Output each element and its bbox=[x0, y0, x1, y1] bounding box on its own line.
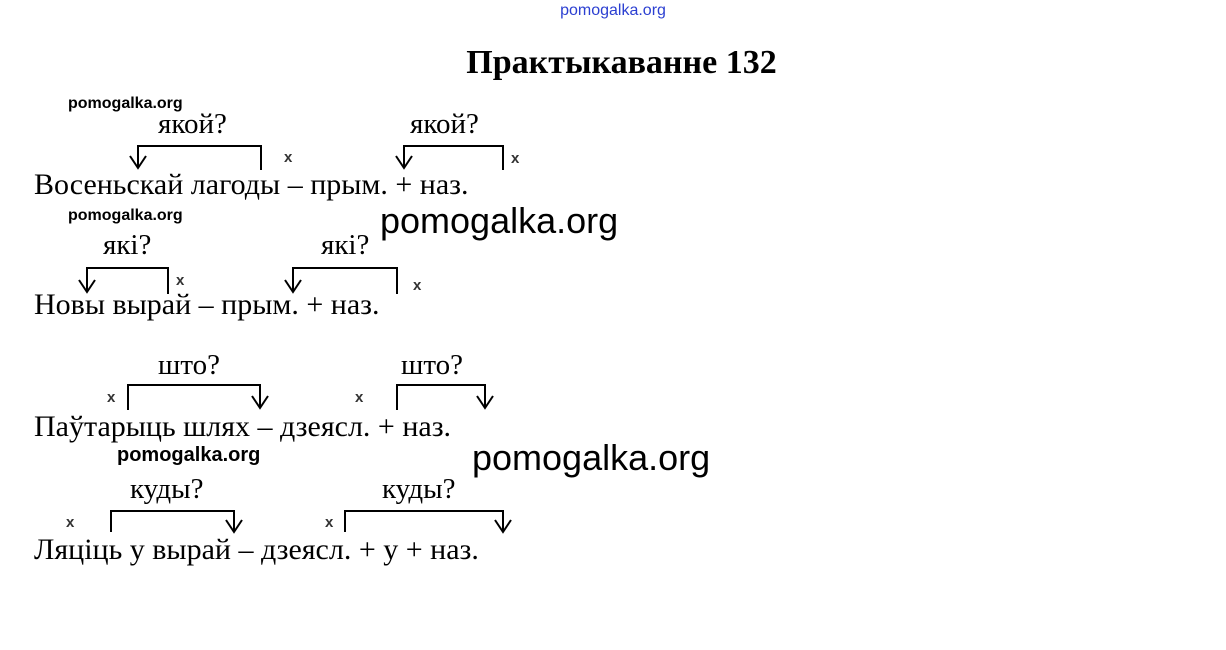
main-word-mark: x bbox=[325, 514, 334, 531]
question-label: якой? bbox=[158, 108, 227, 140]
phrase-sentence: Паўтарыць шлях – дзеясл. + наз. bbox=[34, 410, 452, 443]
main-word-mark: x bbox=[176, 272, 185, 289]
question-label: якой? bbox=[410, 108, 479, 140]
dependency-bracket-2 bbox=[396, 146, 503, 170]
main-word-mark: x bbox=[413, 277, 422, 294]
main-word-mark: x bbox=[107, 389, 116, 406]
question-label: куды? bbox=[382, 473, 456, 505]
main-word-mark: x bbox=[284, 149, 293, 166]
site-link[interactable]: pomogalka.org bbox=[560, 2, 666, 19]
dependency-bracket-7 bbox=[111, 511, 242, 532]
main-word-mark: x bbox=[355, 389, 364, 406]
watermark: pomogalka.org bbox=[68, 207, 183, 224]
question-label: які? bbox=[321, 229, 370, 261]
dependency-bracket-6 bbox=[397, 385, 493, 410]
dependency-bracket-5 bbox=[128, 385, 268, 410]
question-label: што? bbox=[158, 349, 220, 381]
watermark: pomogalka.org bbox=[380, 200, 619, 241]
question-label: што? bbox=[401, 349, 463, 381]
watermark: pomogalka.org bbox=[472, 437, 711, 478]
dependency-bracket-1 bbox=[130, 146, 261, 170]
phrase-sentence: Ляціць у вырай – дзеясл. + у + наз. bbox=[34, 533, 479, 566]
question-label: куды? bbox=[130, 473, 204, 505]
phrase-sentence: Восеньскай лагоды – прым. + наз. bbox=[34, 168, 469, 201]
watermark: pomogalka.org bbox=[117, 444, 261, 466]
watermark: pomogalka.org bbox=[68, 95, 183, 112]
main-word-mark: x bbox=[66, 514, 75, 531]
phrase-sentence: Новы вырай – прым. + наз. bbox=[34, 288, 380, 321]
question-label: які? bbox=[103, 229, 152, 261]
dependency-bracket-8 bbox=[345, 511, 511, 532]
exercise-title: Практыкаванне 132 bbox=[466, 44, 777, 81]
main-word-mark: x bbox=[511, 150, 520, 167]
